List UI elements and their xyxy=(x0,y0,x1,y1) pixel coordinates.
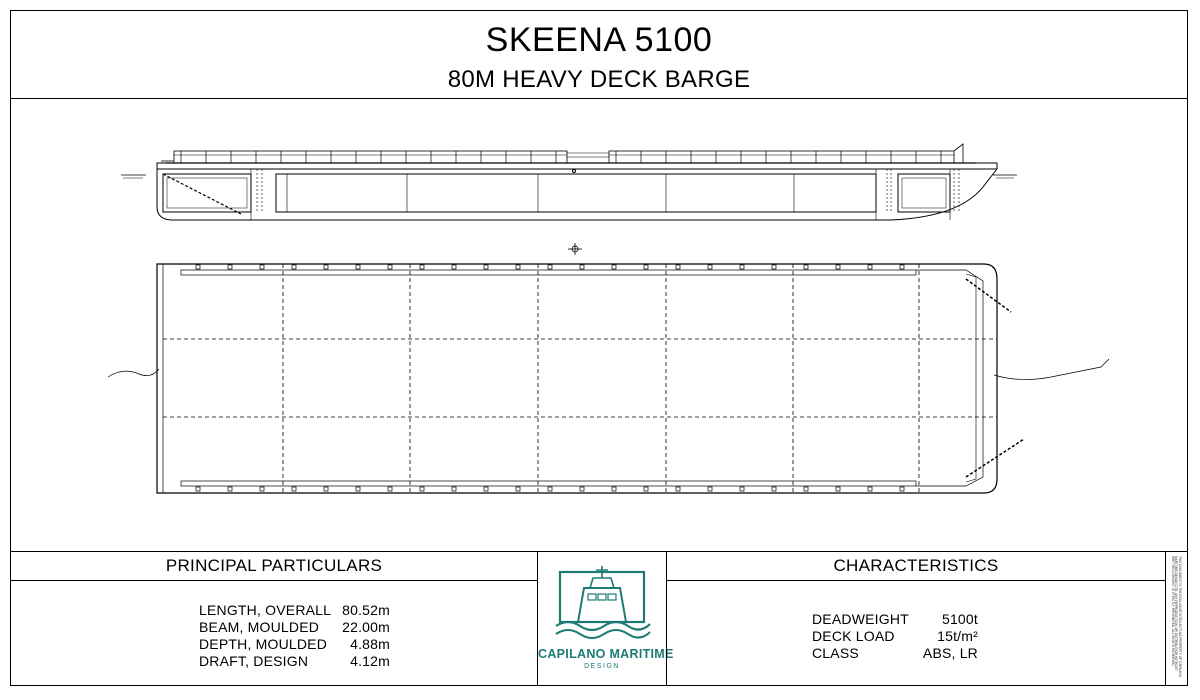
company-logo xyxy=(538,552,674,686)
particular-row: BEAM, MOULDED 22.00m xyxy=(199,619,390,635)
logo-tagline: DESIGN xyxy=(584,663,620,670)
vessel-name: SKEENA 5100 xyxy=(485,21,713,59)
bow-line xyxy=(994,359,1109,380)
cargo-hold xyxy=(276,174,876,212)
deck-grid xyxy=(163,264,997,493)
characteristic-row: DEADWEIGHT 5100t xyxy=(812,611,978,627)
info-strip xyxy=(11,551,1187,686)
principal-particulars-heading: PRINCIPAL PARTICULARS xyxy=(11,552,537,581)
vessel-type: 80M HEAVY DECK BARGE xyxy=(447,66,751,93)
drawing-sheet xyxy=(10,10,1188,686)
particular-row: DRAFT, DESIGN 4.12m xyxy=(199,653,390,669)
plan-view xyxy=(108,264,1109,493)
centre-mark xyxy=(568,243,582,255)
railing-aft xyxy=(174,151,567,163)
boat-logo-icon xyxy=(538,552,666,644)
title-block xyxy=(11,11,1187,99)
plan-rail-port xyxy=(181,270,916,275)
drawing-area xyxy=(11,99,1187,551)
stern-line xyxy=(108,369,159,377)
characteristic-row: DECK LOAD 15t/m² xyxy=(812,628,978,644)
logo-company-name: CAPILANO MARITIME xyxy=(538,647,674,661)
characteristic-row: CLASS ABS, LR xyxy=(812,645,978,661)
particular-row: LENGTH, OVERALL 80.52m xyxy=(199,602,390,618)
particular-row: DEPTH, MOULDED 4.88m xyxy=(199,636,390,652)
fwd-tank xyxy=(898,174,950,212)
aft-tank xyxy=(163,174,251,212)
copyright-notice: THIS DOCUMENT IS THE EXCLUSIVE INTELLECTUAL PROPERTY OF CAPILANO MARITIME DESIGN LTD. ANY REPRODUCTION OR DISTRIBUTION WITHOUT WRITTEN CONSENT IS STRICTLY PROHIBITED. ALL RIGHTS RESERVED. xyxy=(1170,556,1182,678)
bow-chain-stbd xyxy=(966,439,1024,477)
barge-drawing xyxy=(11,99,1187,551)
profile-view xyxy=(121,144,1017,220)
railing-fwd xyxy=(609,151,954,163)
plan-rail-stbd xyxy=(181,481,916,486)
bow-chain-port xyxy=(966,279,1011,312)
hull-profile xyxy=(157,163,997,220)
characteristics-heading: CHARACTERISTICS xyxy=(667,552,1165,581)
